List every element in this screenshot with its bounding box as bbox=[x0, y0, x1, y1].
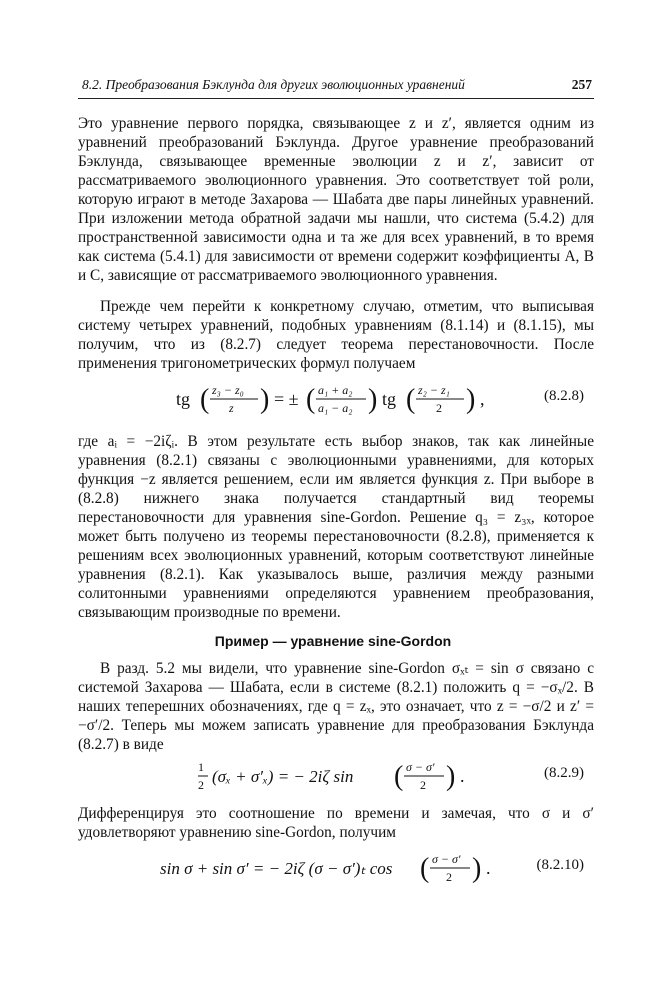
page-number: 257 bbox=[571, 77, 592, 92]
header-rule bbox=[78, 98, 594, 99]
running-header-title: 8.2. Преобразования Бэклунда для других эволюционных уравнений bbox=[82, 77, 465, 92]
section-heading: Пример — уравнение sine-Gordon bbox=[214, 633, 452, 649]
svg-text:): ) bbox=[446, 761, 456, 792]
svg-text:(: ( bbox=[420, 853, 430, 884]
svg-text:(: ( bbox=[406, 384, 416, 415]
equation-number-8-2-9: (8.2.9) bbox=[544, 765, 584, 781]
svg-text:2: 2 bbox=[446, 870, 452, 884]
equation-8-2-8 bbox=[78, 378, 594, 418]
equation-8-2-10-formula bbox=[160, 847, 500, 889]
paragraph-5: Дифференцируя это соотношение по времени и замечая, что σ и σ′ удовлетворяют уравнению sine-Gordon, получим bbox=[78, 805, 594, 841]
equation-8-2-10 bbox=[78, 847, 594, 887]
svg-text:(σₓ + σ′ₓ) = − 2iζ sin: (σₓ + σ′ₓ) = − 2iζ sin bbox=[212, 767, 354, 786]
svg-text:σ − σ′: σ − σ′ bbox=[432, 852, 461, 866]
svg-text:2: 2 bbox=[198, 778, 204, 792]
svg-text:): ) bbox=[472, 853, 482, 884]
paragraph-3: где aᵢ = −2iζᵢ. В этом результате есть выбор знаков, так как линейные уравнения (8.2.1) связаны с эволюционными уравнениями, для которых функция −z является решением, если им является функция z. При выборе в (8.2.8) нижнего знака получается стандартный вид теоремы перестановочности для уравнения sine-Gordon. Решение q₃ = z₃ₓ, которое может быть получено из теоремы перестановочности (8.2.8), применяется к решениям всех эволюционных уравнений, которым соответствуют линейные уравнения (8.2.1). Как указывалось выше, различия между разными солитонными уравнениями определяются уравнением преобразования, связывающим производные по времени. bbox=[78, 433, 594, 621]
svg-text:z: z bbox=[229, 401, 234, 415]
svg-text:(: ( bbox=[200, 384, 210, 415]
svg-text:σ − σ′: σ − σ′ bbox=[406, 760, 435, 774]
svg-text:.: . bbox=[460, 766, 465, 786]
equation-8-2-9 bbox=[78, 755, 594, 795]
svg-text:a₁ − a₂: a₁ − a₂ bbox=[318, 401, 353, 415]
svg-text:1: 1 bbox=[198, 760, 204, 774]
equation-8-2-8-formula bbox=[176, 378, 516, 420]
svg-text:): ) bbox=[260, 384, 270, 415]
svg-text:= ±: = ± bbox=[274, 389, 299, 409]
svg-text:(: ( bbox=[394, 761, 404, 792]
svg-text:z₂ − z₁: z₂ − z₁ bbox=[418, 383, 450, 397]
svg-text:,: , bbox=[480, 389, 485, 409]
svg-text:): ) bbox=[368, 384, 378, 415]
svg-text:2: 2 bbox=[436, 401, 442, 415]
paragraph-2: Прежде чем перейти к конкретному случаю, отметим, что выписывая систему четырех уравнений, подобных уравнениям (8.1.14) и (8.1.15), мы получим, что из (8.2.7) следует теорема перестановочности. После применения тригонометрических формул получаем bbox=[78, 298, 594, 372]
svg-text:tg: tg bbox=[176, 389, 191, 409]
svg-text:): ) bbox=[466, 384, 476, 415]
svg-text:tg: tg bbox=[382, 389, 397, 409]
running-header bbox=[82, 77, 592, 93]
equation-number-8-2-10: (8.2.10) bbox=[536, 857, 584, 873]
svg-text:sin σ + sin σ′ = − 2iζ (σ − σ′: sin σ + sin σ′ = − 2iζ (σ − σ′)ₜ cos bbox=[160, 859, 393, 878]
equation-number-8-2-8: (8.2.8) bbox=[544, 388, 584, 404]
svg-text:2: 2 bbox=[420, 778, 426, 792]
equation-8-2-9-formula bbox=[198, 755, 498, 797]
paragraph-4: В разд. 5.2 мы видели, что уравнение sine-Gordon σₓₜ = sin σ связано с системой Захарова — Шабата, если в системе (8.2.1) положить q = −σₓ/2. В наших теперешних обозначениях, где q = zₓ, это означает, что z = −σ/2 и z′ = −σ′/2. Теперь мы можем записать уравнение для преобразования Бэклунда (8.2.7) в виде bbox=[78, 660, 594, 753]
paragraph-1: Это уравнение первого порядка, связывающее z и z′, является одним из уравнений преобразований Бэклунда. Другое уравнение преобразований Бэклунда, связывающее временные эволюции z и z′, зависит от рассматриваемого эволюционного уравнения. Это соответствует той роли, которую играют в методе Захарова — Шабата две пары линейных уравнений. При изложении метода обратной задачи мы нашли, что система (5.4.2) для пространственной зависимости одна и та же для всех уравнений, в то время как система (5.4.1) для зависимости от времени содержит коэффициенты A, B и C, зависящие от рассматриваемого эволюционного уравнения. bbox=[78, 115, 594, 284]
svg-text:.: . bbox=[486, 858, 491, 878]
svg-text:a₁ + a₂: a₁ + a₂ bbox=[318, 383, 353, 397]
svg-text:z₃ − z₀: z₃ − z₀ bbox=[212, 383, 244, 397]
svg-text:(: ( bbox=[306, 384, 316, 415]
